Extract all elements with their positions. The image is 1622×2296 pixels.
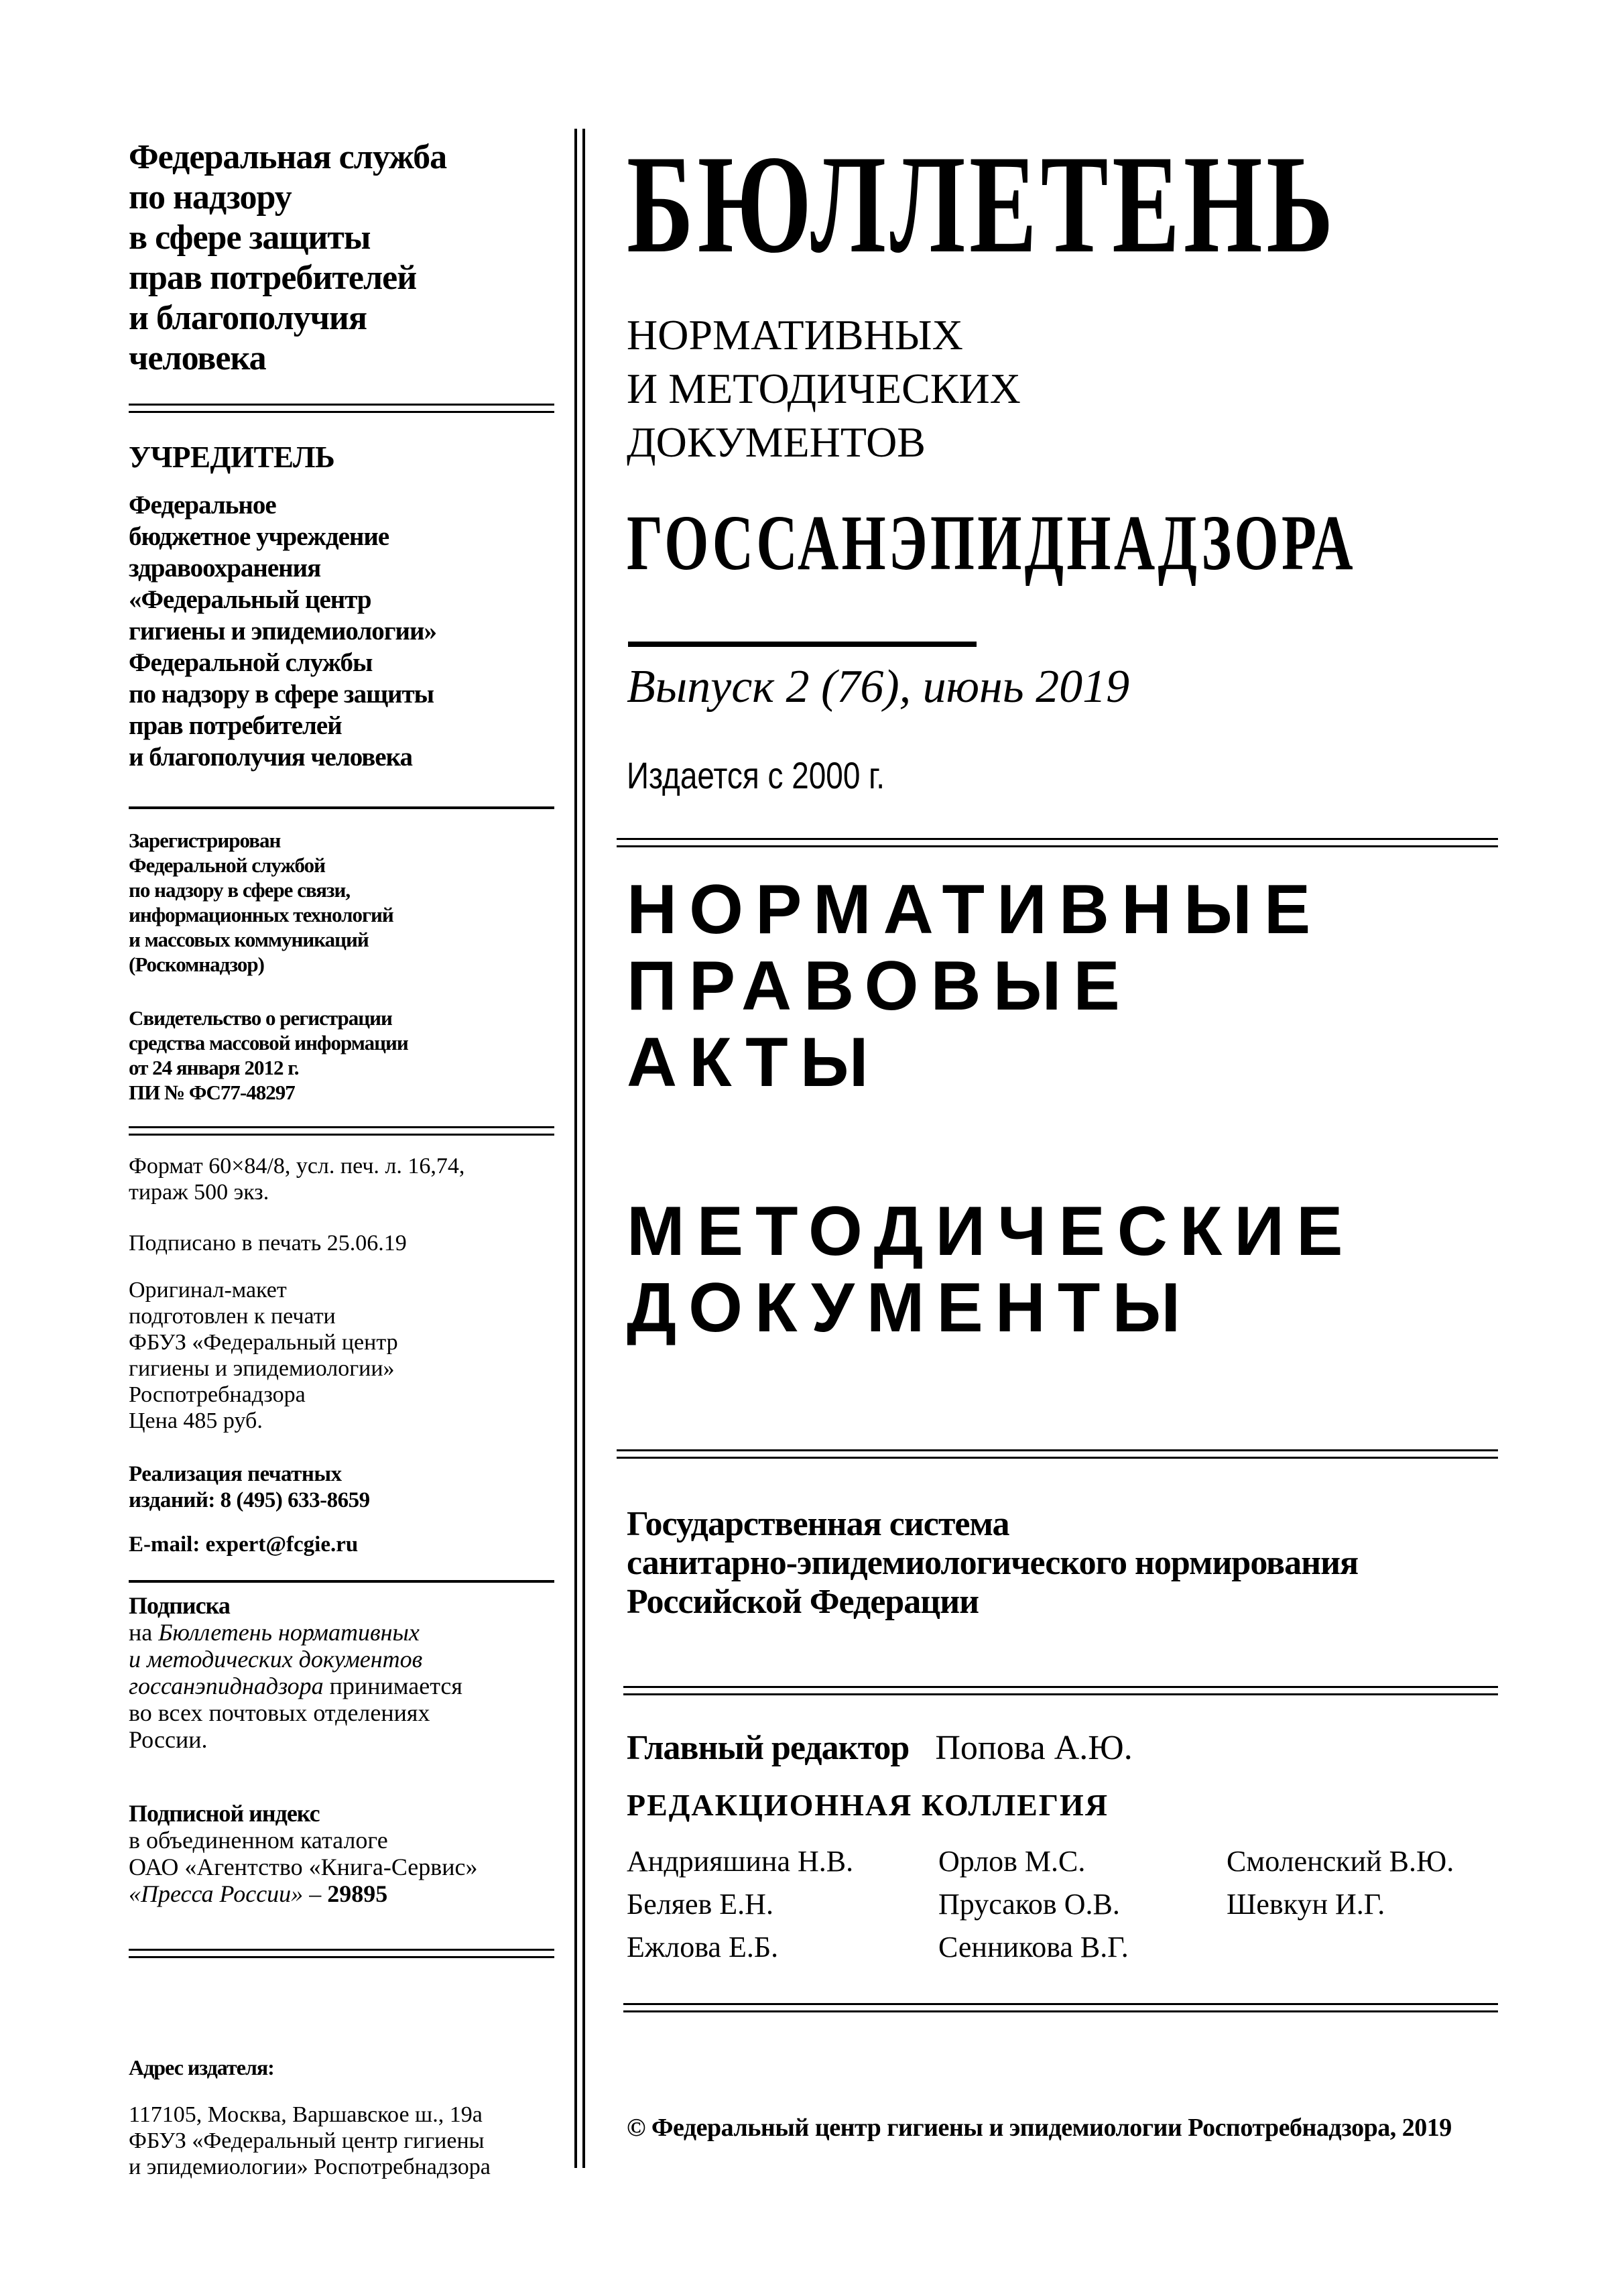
divider	[129, 404, 554, 413]
registration-certificate: Свидетельство о регистрации средства массовой информации от 24 января 2012 г. ПИ № ФС77-48297	[129, 1006, 408, 1104]
print-format: Формат 60×84/8, усл. печ. л. 16,74, тираж 500 экз.	[129, 1154, 465, 1205]
divider	[617, 838, 1498, 847]
board-member: Орлов М.С.	[938, 1845, 1086, 1878]
original-layout-info: Оригинал-макет подготовлен к печати ФБУЗ «Федеральный центр гигиены и эпидемиологии» Роспотребнадзора Цена 485 руб.	[129, 1277, 558, 1434]
section-methodical-documents: МЕТОДИЧЕСКИЕ ДОКУМЕНТЫ	[627, 1193, 1355, 1347]
board-member: Андрияшина Н.В.	[627, 1845, 854, 1878]
bulletin-subtitle: НОРМАТИВНЫХ И МЕТОДИЧЕСКИХ ДОКУМЕНТОВ	[627, 311, 1021, 466]
registration-info: Зарегистрирован Федеральной службой по надзору в сфере связи, информационных технологий и массовых коммуникаций (Роскомнадзор)	[129, 829, 393, 976]
editorial-board-heading: РЕДАКЦИОННАЯ КОЛЛЕГИЯ	[627, 1788, 1109, 1822]
email-contact: E-mail: expert@fcgie.ru	[129, 1532, 359, 1557]
board-member	[1227, 1926, 1508, 1969]
column-separator-right	[582, 129, 585, 2168]
board-member: Сенникова В.Г.	[938, 1931, 1129, 1963]
published-since: Издается с 2000 г.	[627, 754, 885, 796]
bulletin-title-secondary: ГОССАНЭПИДНАДЗОРА	[627, 499, 1356, 587]
chief-editor-name: Попова А.Ю.	[935, 1729, 1133, 1767]
founder-body: Федеральное бюджетное учреждение здравоохранения «Федеральный центр гигиены и эпидемиологии» Федеральной службы по надзору в сфере защиты прав потребителей и благополучия человека	[129, 491, 436, 772]
price: Цена 485 руб.	[129, 1408, 263, 1433]
issue-number: Выпуск 2 (76), июнь 2019	[627, 661, 1130, 713]
agency-name: Федеральная служба по надзору в сфере защиты прав потребителей и благополучия человека	[129, 138, 447, 377]
section-regulatory-acts: НОРМАТИВНЫЕ ПРАВОВЫЕ АКТЫ	[627, 871, 1323, 1101]
subscription-info: Подписка на Бюллетень нормативных и методических документов госсанэпиднадзора принимается во всех почтовых отделениях России.	[129, 1592, 558, 1753]
divider	[129, 1126, 554, 1136]
subscription-index-heading: Подписной индекс	[129, 1800, 320, 1827]
divider	[129, 1949, 554, 1958]
chief-editor	[627, 1728, 1133, 1768]
subscription-index: Подписной индекс в объединенном каталоге ОАО «Агентство «Книга-Сервис» «Пресса России» – 29895	[129, 1800, 558, 1907]
publisher-address: 117105, Москва, Варшавское ш., 19а ФБУЗ «Федеральный центр гигиены и эпидемиологии» Роспотребнадзора	[129, 2102, 491, 2179]
sales-phone: изданий: 8 (495) 633-8659	[129, 1488, 370, 1512]
board-member: Ежлова Е.Б.	[627, 1931, 779, 1963]
editorial-board-list	[627, 1840, 1508, 1969]
copyright-notice: © Федеральный центр гигиены и эпидемиологии Роспотребнадзора, 2019	[627, 2114, 1452, 2142]
subscription-heading: Подписка	[129, 1592, 230, 1619]
divider	[129, 806, 554, 809]
board-member: Прусаков О.В.	[938, 1888, 1120, 1921]
column-separator-left	[574, 129, 577, 2168]
signed-to-print: Подписано в печать 25.06.19	[129, 1231, 407, 1256]
divider	[623, 2003, 1498, 2012]
divider	[129, 1580, 554, 1583]
board-member: Смоленский В.Ю.	[1227, 1845, 1454, 1878]
sales-contact: Реализация печатных изданий: 8 (495) 633-8659	[129, 1461, 558, 1514]
divider	[617, 1449, 1498, 1459]
divider	[623, 1686, 1498, 1695]
short-rule	[628, 642, 977, 647]
founder-heading: УЧРЕДИТЕЛЬ	[129, 440, 335, 474]
chief-editor-label: Главный редактор	[627, 1729, 910, 1767]
publisher-address-heading: Адрес издателя:	[129, 2055, 274, 2079]
board-member: Шевкун И.Г.	[1227, 1888, 1385, 1921]
bulletin-title: БЮЛЛЕТЕНЬ	[627, 127, 1337, 282]
state-system-caption: Государственная система санитарно-эпидемиологического нормирования Российской Федерации	[627, 1505, 1359, 1621]
index-number: 29895	[327, 1880, 388, 1907]
board-member: Беляев Е.Н.	[627, 1888, 773, 1921]
